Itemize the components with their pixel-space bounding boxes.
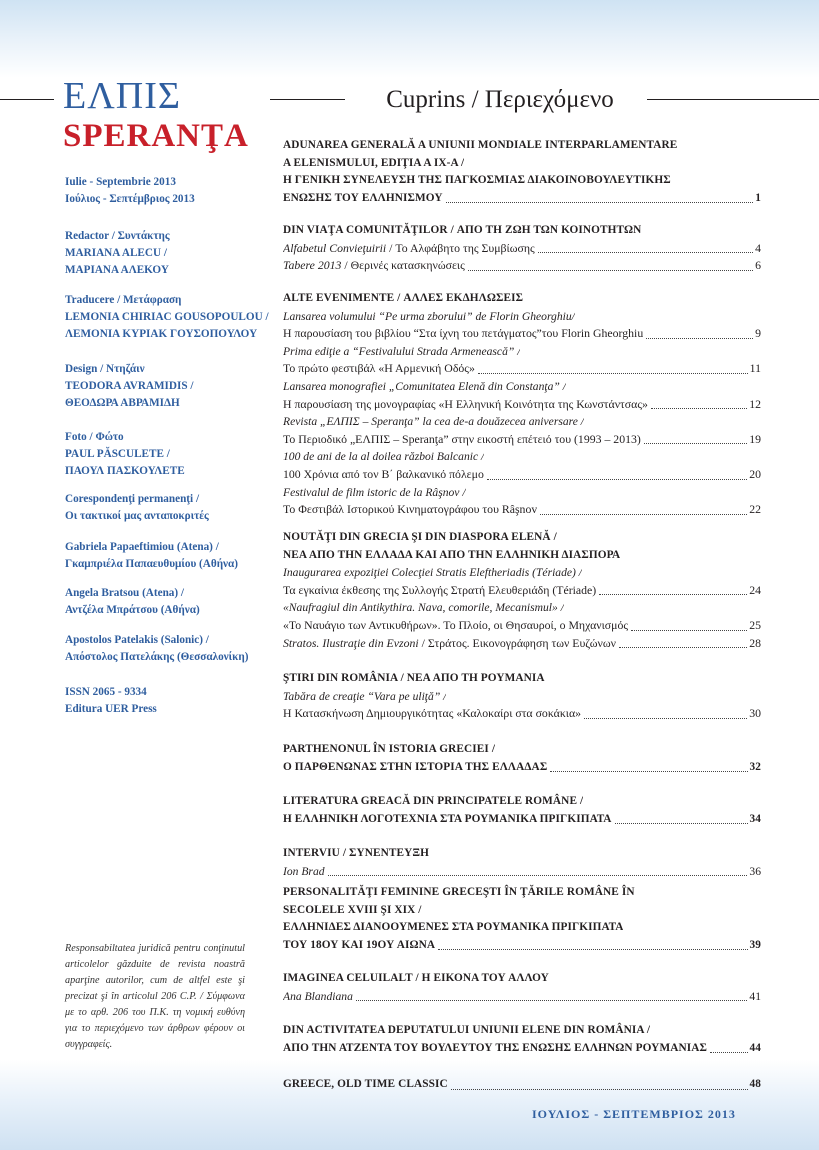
toc-heading: ΕΛΛΗΝΙΔΕΣ ΔΙΑΝΟΟΥΜΕΝΕΣ ΣΤΑ ΡΟΥΜΑΝΙΚΑ ΠΡΙΓΚΙΠΑΤΑ xyxy=(283,921,624,934)
issue-date-ro: Iulie - Septembrie 2013 xyxy=(65,176,176,188)
credits-redactor xyxy=(65,228,270,279)
page-number: 20 xyxy=(749,466,761,481)
traducere-name: LEMONIA CHIRIAC GOUSOPOULOU / xyxy=(65,311,269,323)
toc-entry[interactable]: ΤΟΥ 18ΟΥ ΚΑΙ 19ΟΥ ΑΙΩΝΑ 39 xyxy=(283,937,761,955)
toc-section-10 xyxy=(283,970,761,1005)
toc-entry[interactable]: Ο ΠΑΡΘΕΝΩΝΑΣ ΣΤΗΝ ΙΣΤΟΡΙΑ ΤΗΣ ΕΛΛΑΔΑΣ 32 xyxy=(283,759,761,777)
toc-subtitle: Revista „ΕΛΠΙΣ – Speranţa” la cea de-a douăzecea aniversare / xyxy=(283,415,584,429)
toc-subtitle: Tabăra de creaţie “Vara pe uliţă” / xyxy=(283,689,447,703)
page-number: 32 xyxy=(749,760,761,773)
leader-dots xyxy=(651,408,747,409)
correspondents-label-gr: Οι τακτικοί μας ανταποκριτές xyxy=(65,510,209,522)
logo-romanian: SPERANŢA xyxy=(63,118,249,154)
bottom-gradient-band xyxy=(0,1060,819,1150)
toc-heading: Η ΓΕΝΙΚΗ ΣΥΝΕΛΕΥΣΗ ΤΗΣ ΠΑΓΚΟΣΜΙΑΣ ΔΙΑΚΟΙΝΟΒΟΥΛΕΥΤΙΚΗΣ xyxy=(283,174,671,187)
leader-dots xyxy=(584,718,747,719)
toc-entry[interactable]: Η ΕΛΛΗΝΙΚΗ ΛΟΓΟΤΕΧΝΙΑ ΣΤΑ ΡΟΥΜΑΝΙΚΑ ΠΡΙΓΚΙΠΑΤΑ 34 xyxy=(283,811,761,829)
design-name: TEODORA AVRAMIDIS / xyxy=(65,380,194,392)
toc-heading: ŞTIRI DIN ROMÂNIA / ΝΕΑ ΑΠΟ ΤΗ ΡΟΥΜΑΝΙΑ xyxy=(283,672,545,684)
toc-subtitle: Lansarea monografiei „Comunitatea Elenă din Constanţa” / xyxy=(283,379,566,393)
footer-issue-date: ΙΟΥΛΙΟΣ - ΣΕΠΤΕΜΒΡΙΟΣ 2013 xyxy=(532,1107,736,1121)
publisher: Editura UER Press xyxy=(65,703,157,715)
redactor-name-gr: ΜΑΡΙΑΝΑ ΑΛΕΚΟΥ xyxy=(65,264,169,276)
page-number: 1 xyxy=(755,191,761,204)
correspondent-2 xyxy=(65,585,270,619)
toc-section-5 xyxy=(283,670,761,723)
correspondent-2-name-gr: Αντζέλα Μπράτσου (Αθήνα) xyxy=(65,604,200,616)
credits-traducere xyxy=(65,292,270,343)
traducere-name-gr: ΛΕΜΟΝΙΑ ΚΥΡΙΑΚ ΓΟΥΣΟΠΟΥΛΟΥ xyxy=(65,328,258,340)
toc-entry[interactable]: Το Φεστιβάλ Ιστορικού Κινηματογράφου του Râşnov 22 xyxy=(283,501,761,519)
toc-heading: ΝΕΑ ΑΠΟ ΤΗΝ ΕΛΛΑΔΑ ΚΑΙ ΑΠΟ ΤΗΝ ΕΛΛΗΝΙΚΗ ΔΙΑΣΠΟΡΑ xyxy=(283,548,621,561)
leader-dots xyxy=(438,949,747,950)
toc-entry[interactable]: GREECE, OLD TIME CLASSIC 48 xyxy=(283,1076,761,1094)
credits-design xyxy=(65,361,270,412)
publication-info xyxy=(65,684,270,718)
design-name-gr: ΘΕΟΔΩΡΑ ΑΒΡΑΜΙΔΗ xyxy=(65,397,180,409)
page-number: 28 xyxy=(749,635,761,650)
page-number: 9 xyxy=(755,326,761,341)
leader-dots xyxy=(710,1052,748,1053)
toc-heading: A ELENISMULUI, EDIŢIA A IX-A / xyxy=(283,156,465,169)
leader-dots xyxy=(615,823,748,824)
page-number: 36 xyxy=(749,864,761,878)
toc-heading: ALTE EVENIMENTE / ΑΛΛΕΣ ΕΚΔΗΛΩΣΕΙΣ xyxy=(283,292,524,304)
toc-section-9 xyxy=(283,884,761,954)
issue-date-gr: Ιούλιος - Σεπτέμβριος 2013 xyxy=(65,193,195,205)
toc-heading: IMAGINEA CELUILALT / Η ΕΙΚΟΝΑ ΤΟΥ ΑΛΛΟΥ xyxy=(283,972,549,984)
toc-entry[interactable]: Tabere 2013 / Θερινές κατασκηνώσεις 6 xyxy=(283,257,761,275)
page-number: 41 xyxy=(749,989,761,1003)
toc-heading: DIN ACTIVITATEA DEPUTATULUI UNIUNII ELENE DIN ROMÂNIA / xyxy=(283,1024,651,1036)
page-number: 34 xyxy=(749,812,761,825)
redactor-label: Redactor / Συντάκτης xyxy=(65,230,170,242)
redactor-name: MARIANA ALECU / xyxy=(65,247,167,259)
page-title: Cuprins / Περιεχόμενο xyxy=(386,86,614,113)
toc-subtitle: Prima ediţie a “Festivalului Strada Armenească” / xyxy=(283,344,521,358)
toc-subtitle: «Naufragiul din Antikythira. Nava, comorile, Mecanismul» / xyxy=(283,601,564,615)
correspondents-label: Corespondenţi permanenţi / xyxy=(65,493,200,505)
correspondent-1 xyxy=(65,539,270,573)
page-number: 11 xyxy=(749,361,761,376)
toc-entry[interactable]: Το Περιοδικό „ΕΛΠΙΣ – Speranţa” στην εικοστή επέτειό του (1993 – 2013) 19 xyxy=(283,431,761,449)
leader-dots xyxy=(487,479,747,480)
header-rule-left xyxy=(0,99,54,100)
leader-dots xyxy=(631,630,747,631)
toc-section-6 xyxy=(283,741,761,776)
toc-heading: NOUTĂŢI DIN GRECIA ŞI DIN DIASPORA ELENĂ / xyxy=(283,531,557,543)
toc-heading: LITERATURA GREACĂ DIN PRINCIPATELE ROMÂNE / xyxy=(283,795,584,807)
page-number: 6 xyxy=(755,258,761,273)
leader-dots xyxy=(468,270,753,271)
toc-entry[interactable]: Stratos. Ilustraţie din Evzoni / Στράτος. Εικονογράφηση των Ευζώνων 28 xyxy=(283,635,761,653)
toc-section-7 xyxy=(283,793,761,828)
toc-entry[interactable]: Το πρώτο φεστιβάλ «Η Αρμενική Οδός» 11 xyxy=(283,360,761,378)
toc-subtitle: Inaugurarea expoziţiei Colecţiei Stratis Eleftheriadis (Tériade) / xyxy=(283,566,583,580)
correspondent-3 xyxy=(65,632,270,666)
toc-heading: PARTHENONUL ÎN ISTORIA GRECIEI / xyxy=(283,743,496,755)
page-number: 22 xyxy=(749,502,761,517)
leader-dots xyxy=(644,443,747,444)
legal-disclaimer: Responsabiltatea juridică pentru conţinutul articolelor găzduite de revista noastră aparţine autorilor, cum de altfel este şi precizat şi în articolul 206 C.P. / Σύμφωνα με το αρθ. 206 του Π.Κ. τη νομική ευθύνη για το περιεχόμενο των άρθρων φέρουν οι συγγραφείς. xyxy=(65,943,245,1050)
page-number: 48 xyxy=(749,1078,761,1090)
correspondent-2-name: Angela Bratsou (Atena) / xyxy=(65,587,185,599)
page-number: 25 xyxy=(749,617,761,632)
issn: ISSN 2065 - 9334 xyxy=(65,686,147,698)
foto-name-gr: ΠΑΟΥΛ ΠΑΣΚΟΥΛΕΤΕ xyxy=(65,465,185,477)
leader-dots xyxy=(478,373,748,374)
toc-section-3 xyxy=(283,290,761,519)
correspondents xyxy=(65,491,270,525)
leader-dots xyxy=(356,1000,748,1001)
design-label: Design / Ντηζάιν xyxy=(65,363,145,375)
leader-dots xyxy=(446,202,754,203)
foto-label: Foto / Φώτο xyxy=(65,431,124,443)
toc-section-2 xyxy=(283,222,761,275)
toc-section-8 xyxy=(283,845,761,880)
credits-foto xyxy=(65,429,270,480)
toc-heading: PERSONALITĂŢI FEMININE GRECEŞTI ÎN ŢĂRILE ROMÂNE ÎN xyxy=(283,886,635,898)
toc-section-11 xyxy=(283,1022,761,1057)
page-number: 4 xyxy=(755,240,761,255)
toc-entry[interactable]: Ana Blandiana 41 xyxy=(283,988,761,1006)
page-number: 12 xyxy=(749,396,761,411)
toc-heading: SECOLELE XVIII ŞI XIX / xyxy=(283,903,422,916)
toc-entry[interactable]: Η παρουσίαση του βιβλίου “Στα ίχνη του πετάγματος”του Florin Gheorghiu 9 xyxy=(283,325,761,343)
traducere-label: Traducere / Μετάφραση xyxy=(65,294,182,306)
issue-date xyxy=(65,174,270,208)
toc-section-4 xyxy=(283,529,761,652)
foto-name: PAUL PĂSCULETE / xyxy=(65,448,170,460)
toc-entry[interactable]: ΕΝΩΣΗΣ ΤΟΥ ΕΛΛΗΝΙΣΜΟΥ 1 xyxy=(283,190,761,208)
toc-section-1 xyxy=(283,137,761,207)
toc-subtitle: Lansarea volumului “Pe urma zborului” de Florin Gheorghiu/ xyxy=(283,309,575,323)
correspondent-1-name-gr: Γκαμπριέλα Παπαευθυμίου (Αθήνα) xyxy=(65,558,239,570)
toc-subtitle: Festivalul de film istoric de la Râşnov / xyxy=(283,485,466,499)
leader-dots xyxy=(599,594,747,595)
logo-greek: ΕΛΠΙΣ xyxy=(63,75,181,117)
page-number: 24 xyxy=(749,582,761,597)
toc-section-12 xyxy=(283,1076,761,1094)
correspondent-1-name: Gabriela Papaeftimiou (Atena) / xyxy=(65,541,219,553)
correspondent-3-name: Apostolos Patelakis (Salonic) / xyxy=(65,634,209,646)
leader-dots xyxy=(619,647,747,648)
page-number: 19 xyxy=(749,431,761,446)
leader-dots xyxy=(646,338,753,339)
toc-entry[interactable]: 100 Χρόνια από τον Β΄ βαλκανικό πόλεμο 20 xyxy=(283,466,761,484)
toc-entry[interactable]: Alfabetul Convieţuirii / Το Αλφάβητο της Συμβίωσης 4 xyxy=(283,240,761,258)
toc-entry[interactable]: ΑΠΟ ΤΗΝ ΑΤΖΕΝΤΑ ΤΟΥ ΒΟΥΛΕΥΤΟΥ ΤΗΣ ΕΝΩΣΗΣ ΕΛΛΗΝΩΝ ΡΟΥΜΑΝΙΑΣ 44 xyxy=(283,1040,761,1058)
leader-dots xyxy=(540,514,747,515)
toc-entry[interactable]: Η Κατασκήνωση Δημιουργικότητας «Καλοκαίρι στα σοκάκια» 30 xyxy=(283,705,761,723)
toc-entry[interactable]: Η παρουσίαση της μονογραφίας «Η Ελληνική Κοινότητα της Κωνστάντσας» 12 xyxy=(283,396,761,414)
leader-dots xyxy=(538,252,753,253)
header-rule-right xyxy=(647,99,819,100)
leader-dots xyxy=(550,771,747,772)
toc-heading: DIN VIAŢA COMUNITĂŢILOR / ΑΠΟ ΤΗ ΖΩΗ ΤΩΝ ΚΟΙΝΟΤΗΤΩΝ xyxy=(283,224,642,236)
page-number: 30 xyxy=(749,706,761,721)
toc-subtitle: 100 de ani de la al doilea război Balcanic / xyxy=(283,450,485,464)
leader-dots xyxy=(328,875,748,876)
page-number: 39 xyxy=(749,938,761,951)
correspondent-3-name-gr: Απόστολος Πατελάκης (Θεσσαλονίκη) xyxy=(65,651,249,663)
toc-entry[interactable]: Ion Brad 36 xyxy=(283,863,761,881)
toc-entry[interactable]: «Το Ναυάγιο των Αντικυθήρων». Το Πλοίο, οι Θησαυροί, ο Μηχανισμός 25 xyxy=(283,617,761,635)
leader-dots xyxy=(451,1089,748,1090)
toc-heading: INTERVIU / ΣΥΝΕΝΤΕΥΞΗ xyxy=(283,847,430,859)
toc-entry[interactable]: Τα εγκαίνια έκθεσης της Συλλογής Στρατή Ελευθεριάδη (Tériade) 24 xyxy=(283,582,761,600)
top-gradient-band xyxy=(0,0,819,78)
toc-heading: ADUNAREA GENERALĂ A UNIUNII MONDIALE INTERPARLAMENTARE xyxy=(283,139,678,151)
page-number: 44 xyxy=(749,1041,761,1054)
